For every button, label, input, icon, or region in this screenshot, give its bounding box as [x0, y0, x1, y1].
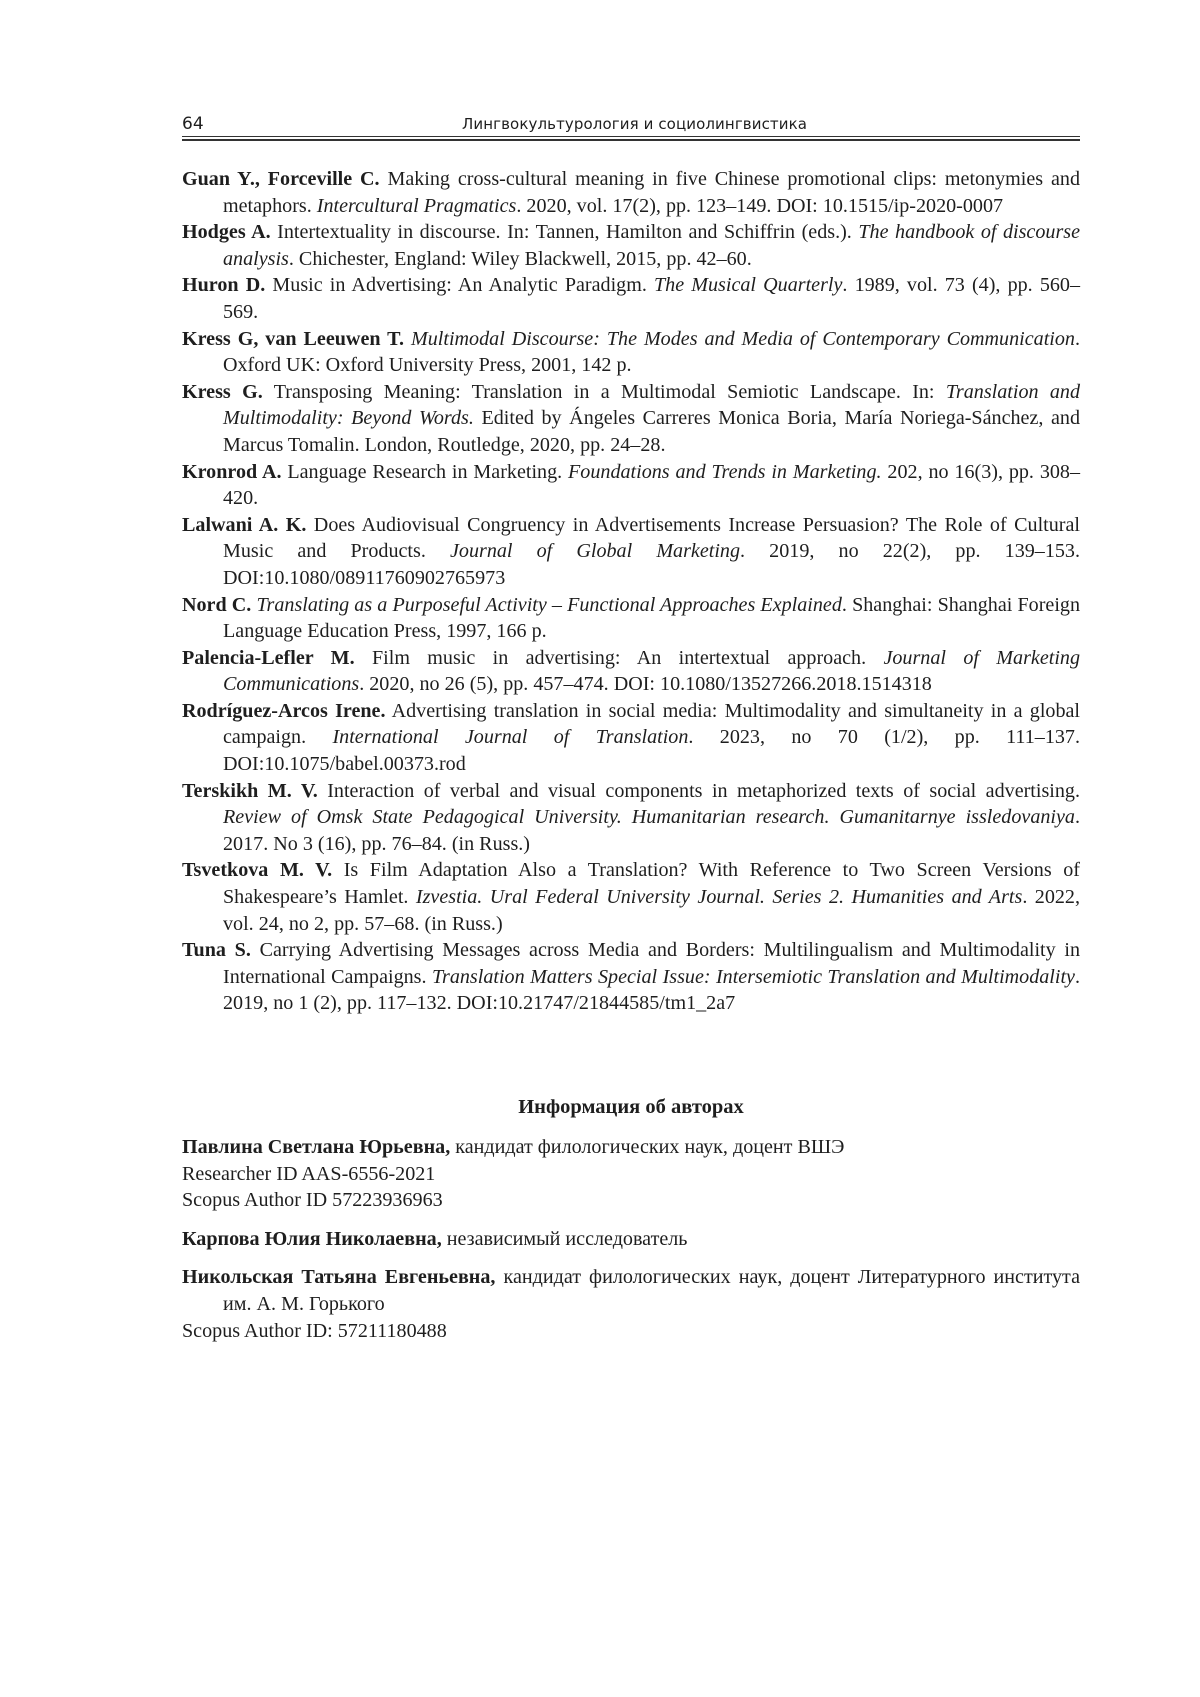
- reference-source: International Journal of Translation: [332, 726, 688, 748]
- reference-source: Izvestia. Ural Federal University Journal. Series 2. Humanities and Arts: [416, 886, 1022, 908]
- reference-source: Translation Matters Special Issue: Intersemiotic Translation and Multimodality: [432, 966, 1075, 988]
- reference-authors: Rodríguez-Arcos Irene.: [182, 700, 385, 722]
- reference-text: Does Audiovisual Congruency in Advertisements Increase Persuasion? The Role of Cultural Music and Products.: [223, 514, 1080, 563]
- authors-section-heading: Информация об авторах: [182, 1096, 1080, 1119]
- reference-authors: Tuna S.: [182, 939, 251, 961]
- reference-source: Journal of Marketing Communications: [223, 647, 1080, 696]
- reference-text: Making cross-cultural meaning in five Chinese promotional clips: metonymies and metaphors.: [223, 168, 1080, 217]
- author-description: кандидат филологических наук, доцент ВШЭ: [450, 1136, 844, 1158]
- reference-entry: [182, 379, 1080, 459]
- reference-text: Transposing Meaning: Translation in a Multimodal Semiotic Landscape. In:: [263, 381, 946, 403]
- author-description: независимый исследователь: [442, 1228, 688, 1250]
- reference-text: Interaction of verbal and visual components in metaphorized texts of social advertising.: [318, 780, 1080, 802]
- author-description: кандидат филологических наук, доцент Литературного института им. А. М. Горького: [223, 1266, 1080, 1315]
- reference-list: [182, 166, 1080, 1017]
- reference-entry: [182, 937, 1080, 1017]
- reference-source: The Musical Quarterly: [654, 274, 842, 296]
- reference-source: Translation and Multimodality: Beyond Words.: [223, 381, 1080, 430]
- reference-entry: [182, 219, 1080, 272]
- author-entry: [182, 1134, 1080, 1214]
- author-name: Никольская Татьяна Евгеньевна,: [182, 1266, 495, 1288]
- author-name: Карпова Юлия Николаевна,: [182, 1228, 442, 1250]
- author-entry: [182, 1264, 1080, 1344]
- reference-text: [404, 328, 411, 350]
- reference-details: 202, no 16(3), pp. 308–420.: [223, 461, 1080, 510]
- reference-authors: Lalwani A. K.: [182, 514, 306, 536]
- reference-entry: [182, 166, 1080, 219]
- reference-source: Foundations and Trends in Marketing.: [568, 461, 882, 483]
- reference-entry: [182, 698, 1080, 778]
- reference-authors: Kress G, van Leeuwen T.: [182, 328, 404, 350]
- author-researcher-id: Researcher ID AAS-6556-2021: [223, 1161, 1080, 1188]
- page-number: 64: [182, 114, 204, 134]
- reference-source: Multimodal Discourse: The Modes and Media of Contemporary Communication: [411, 328, 1075, 350]
- author-name: Павлина Светлана Юрьевна,: [182, 1136, 450, 1158]
- reference-entry: [182, 857, 1080, 937]
- reference-authors: Huron D.: [182, 274, 265, 296]
- reference-text: Advertising translation in social media: Multimodality and simultaneity in a global campaign.: [223, 700, 1080, 749]
- reference-entry: [182, 645, 1080, 698]
- author-entry: [182, 1226, 1080, 1253]
- reference-authors: Hodges A.: [182, 221, 271, 243]
- journal-title: Лингвокультурология и социолингвистика: [462, 115, 807, 133]
- author-scopus-id: Scopus Author ID 57223936963: [223, 1187, 1080, 1214]
- reference-text: Intertextuality in discourse. In: Tannen, Hamilton and Schiffrin (eds.).: [271, 221, 859, 243]
- reference-details: . 2020, no 26 (5), pp. 457–474. DOI: 10.1080/13527266.2018.1514318: [359, 673, 932, 695]
- running-header: [182, 112, 1080, 136]
- reference-text: Language Research in Marketing.: [281, 461, 568, 483]
- reference-details: . 1989, vol. 73 (4), pp. 560–569.: [223, 274, 1080, 323]
- header-rule-thick: [182, 139, 1080, 141]
- reference-details: . 2020, vol. 17(2), pp. 123–149. DOI: 10.1515/ip-2020-0007: [516, 195, 1003, 217]
- reference-details: Edited by Ángeles Carreres Monica Boria, María Noriega-Sánchez, and Marcus Tomalin. London, Routledge, 2020, pp. 24–28.: [223, 407, 1080, 456]
- reference-authors: Nord C.: [182, 594, 251, 616]
- reference-entry: [182, 459, 1080, 512]
- reference-details: . 2019, no 1 (2), pp. 117–132. DOI:10.21747/21844585/tm1_2a7: [223, 966, 1080, 1015]
- reference-entry: [182, 512, 1080, 592]
- reference-details: . Oxford UK: Oxford University Press, 2001, 142 p.: [223, 328, 1080, 377]
- reference-details: . Shanghai: Shanghai Foreign Language Education Press, 1997, 166 p.: [223, 594, 1080, 643]
- reference-text: Film music in advertising: An intertextual approach.: [355, 647, 884, 669]
- header-rule: [182, 136, 1080, 137]
- reference-authors: Kronrod A.: [182, 461, 281, 483]
- reference-source: The handbook of discourse analysis: [223, 221, 1080, 270]
- reference-authors: Palencia-Lefler M.: [182, 647, 355, 669]
- reference-authors: Guan Y., Forceville C.: [182, 168, 380, 190]
- reference-source: Journal of Global Marketing: [450, 540, 740, 562]
- reference-entry: [182, 592, 1080, 645]
- reference-source: Intercultural Pragmatics: [317, 195, 517, 217]
- reference-text: Carrying Advertising Messages across Media and Borders: Multilingualism and Multimodality in International Campaigns.: [223, 939, 1080, 988]
- reference-authors: Tsvetkova M. V.: [182, 859, 332, 881]
- author-info-list: [182, 1134, 1080, 1356]
- reference-authors: Kress G.: [182, 381, 263, 403]
- reference-text: Is Film Adaptation Also a Translation? With Reference to Two Screen Versions of Shakespeare’s Hamlet.: [223, 859, 1080, 908]
- reference-entry: [182, 272, 1080, 325]
- reference-details: . 2019, no 22(2), pp. 139–153. DOI:10.1080/08911760902765973: [223, 540, 1080, 589]
- reference-text: Music in Advertising: An Analytic Paradigm.: [265, 274, 654, 296]
- reference-details: . 2022, vol. 24, no 2, pp. 57–68. (in Russ.): [223, 886, 1080, 935]
- reference-authors: Terskikh M. V.: [182, 780, 318, 802]
- reference-source: Review of Omsk State Pedagogical University. Humanitarian research. Gumanitarnye issledovaniya: [223, 806, 1075, 828]
- reference-source: Translating as a Purposeful Activity – Functional Approaches Explained: [256, 594, 841, 616]
- reference-entry: [182, 326, 1080, 379]
- reference-details: . 2023, no 70 (1/2), pp. 111–137. DOI:10.1075/babel.00373.rod: [223, 726, 1080, 775]
- author-scopus-id: Scopus Author ID: 57211180488: [223, 1318, 1080, 1345]
- reference-details: . Chichester, England: Wiley Blackwell, 2015, pp. 42–60.: [289, 248, 752, 270]
- reference-details: . 2017. No 3 (16), pp. 76–84. (in Russ.): [223, 806, 1080, 855]
- reference-entry: [182, 778, 1080, 858]
